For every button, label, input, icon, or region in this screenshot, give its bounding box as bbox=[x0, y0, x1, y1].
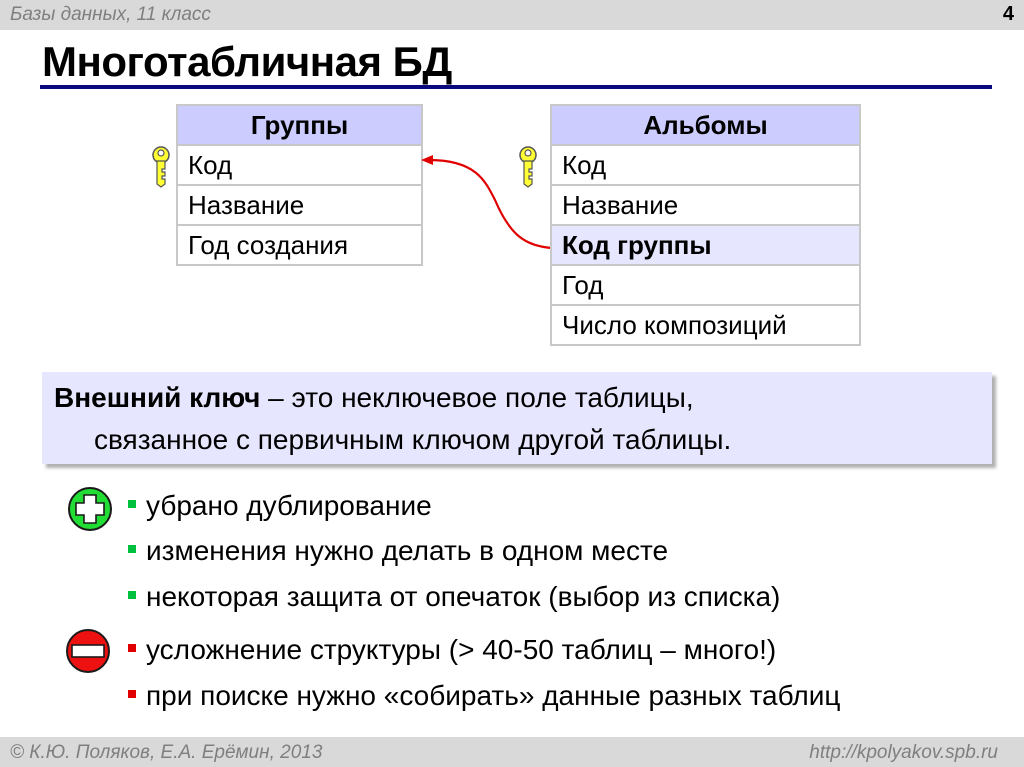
slide-title: Многотабличная БД bbox=[42, 38, 452, 85]
website-link[interactable]: http://kpolyakov.spb.ru bbox=[809, 742, 998, 763]
field-row: Число композиций bbox=[551, 305, 860, 345]
bullet-square-icon bbox=[128, 644, 136, 652]
footer-bar bbox=[0, 737, 1024, 767]
field-row: Код bbox=[177, 145, 422, 185]
definition-term: Внешний ключ bbox=[54, 382, 261, 413]
definition-box bbox=[42, 372, 992, 464]
bullet-square-icon bbox=[128, 500, 136, 508]
table-gruppy bbox=[176, 104, 423, 266]
plus-circle-icon bbox=[67, 486, 113, 532]
definition-line-2: связанное с первичным ключом другой таблицы. bbox=[94, 424, 732, 455]
page-number: 4 bbox=[1002, 3, 1014, 25]
table-header: Альбомы bbox=[551, 105, 860, 145]
table-header: Группы bbox=[177, 105, 422, 145]
field-row: Год создания bbox=[177, 225, 422, 265]
minus-circle-icon bbox=[65, 628, 111, 674]
primary-key-icon bbox=[150, 146, 172, 188]
con-item: усложнение структуры (> 40-50 таблиц – много!) bbox=[128, 634, 776, 666]
pro-item: некоторая защита от опечаток (выбор из списка) bbox=[128, 581, 780, 613]
field-row: Название bbox=[177, 185, 422, 225]
field-row: Год bbox=[551, 265, 860, 305]
primary-key-icon bbox=[517, 146, 539, 188]
bullet-square-icon bbox=[128, 591, 136, 599]
field-row: Название bbox=[551, 185, 860, 225]
pro-item: убрано дублирование bbox=[128, 490, 432, 522]
header-bar bbox=[0, 0, 1024, 30]
definition-line-1 bbox=[54, 382, 694, 414]
title-underline bbox=[40, 85, 992, 89]
bullet-square-icon bbox=[128, 690, 136, 698]
con-item: при поиске нужно «собирать» данные разных таблиц bbox=[128, 680, 840, 712]
bullet-square-icon bbox=[128, 545, 136, 553]
field-row: Код bbox=[551, 145, 860, 185]
foreign-key-field-row: Код группы bbox=[551, 225, 860, 265]
course-label: Базы данных, 11 класс bbox=[10, 4, 211, 25]
definition-text: – это неключевое поле таблицы, bbox=[260, 382, 694, 413]
table-albomy bbox=[550, 104, 861, 346]
pro-item: изменения нужно делать в одном месте bbox=[128, 535, 668, 567]
copyright: © К.Ю. Поляков, Е.А. Ерёмин, 2013 bbox=[10, 742, 323, 763]
